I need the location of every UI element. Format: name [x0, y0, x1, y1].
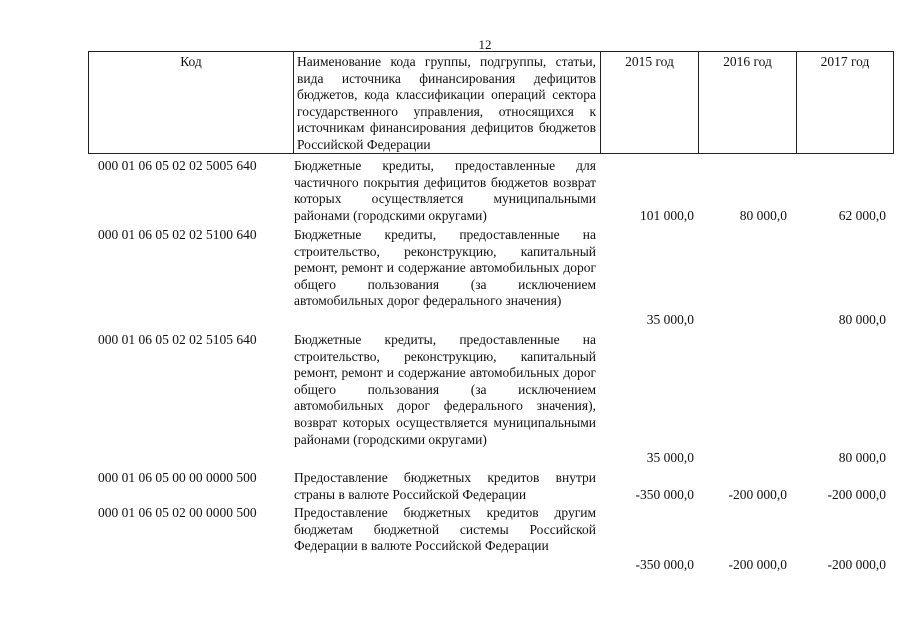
- row-value-2015: -350 000,0: [635, 487, 694, 502]
- row-name: Бюджетные кредиты, предоставленные на строительство, реконструкцию, капитальный ремонт, ремонт и содержание автомобильных дорог общего пользования (за исключением автомобильных дорог федерального значения), возврат которых осуществляется муниципальными районами (городскими округами): [294, 332, 596, 447]
- row-value-2016: -200 000,0: [728, 487, 787, 502]
- row-name: Предоставление бюджетных кредитов внутри страны в валюте Российской Федерации: [294, 470, 596, 502]
- row-value-2017: 62 000,0: [838, 208, 886, 223]
- row-code: 000 01 06 05 00 00 0000 500: [98, 470, 257, 485]
- row-value-2017: 80 000,0: [838, 450, 886, 465]
- row-code: 000 01 06 05 02 02 5105 640: [98, 332, 257, 347]
- row-code: 000 01 06 05 02 00 0000 500: [98, 505, 257, 520]
- table-header: [88, 51, 894, 154]
- header-name: Наименование кода группы, подгруппы, статьи, вида источника финансирования дефицитов бюджетов, кода классификации операций сектора государственного управления, относящихся к источникам финансирования дефицитов бюджетов Российской Федерации: [293, 52, 600, 153]
- row-value-2016: 80 000,0: [739, 208, 787, 223]
- row-name: Предоставление бюджетных кредитов другим бюджетам бюджетной системы Российской Федерации в валюте Российской Федерации: [294, 505, 596, 554]
- row-value-2015: 35 000,0: [646, 450, 694, 465]
- row-value-2016: -200 000,0: [728, 557, 787, 572]
- row-code: 000 01 06 05 02 02 5100 640: [98, 227, 257, 242]
- page-number: 12: [478, 37, 492, 52]
- row-value-2015: 35 000,0: [646, 312, 694, 327]
- row-name: Бюджетные кредиты, предоставленные на строительство, реконструкцию, капитальный ремонт, ремонт и содержание автомобильных дорог общего пользования (за исключением автомобильных дорог федерального значения): [294, 227, 596, 309]
- header-year-2016: 2016 год: [698, 52, 796, 153]
- header-year-2015: 2015 год: [600, 52, 698, 153]
- row-value-2017: 80 000,0: [838, 312, 886, 327]
- row-value-2015: -350 000,0: [635, 557, 694, 572]
- row-value-2015: 101 000,0: [640, 208, 694, 223]
- row-code: 000 01 06 05 02 02 5005 640: [98, 158, 257, 173]
- row-value-2017: -200 000,0: [827, 487, 886, 502]
- row-name: Бюджетные кредиты, предоставленные для частичного покрытия дефицитов бюджетов возврат которых осуществляется муниципальными районами (городскими округами): [294, 158, 596, 223]
- row-value-2017: -200 000,0: [827, 557, 886, 572]
- header-code: Код: [180, 54, 202, 69]
- header-year-2017: 2017 год: [796, 52, 893, 153]
